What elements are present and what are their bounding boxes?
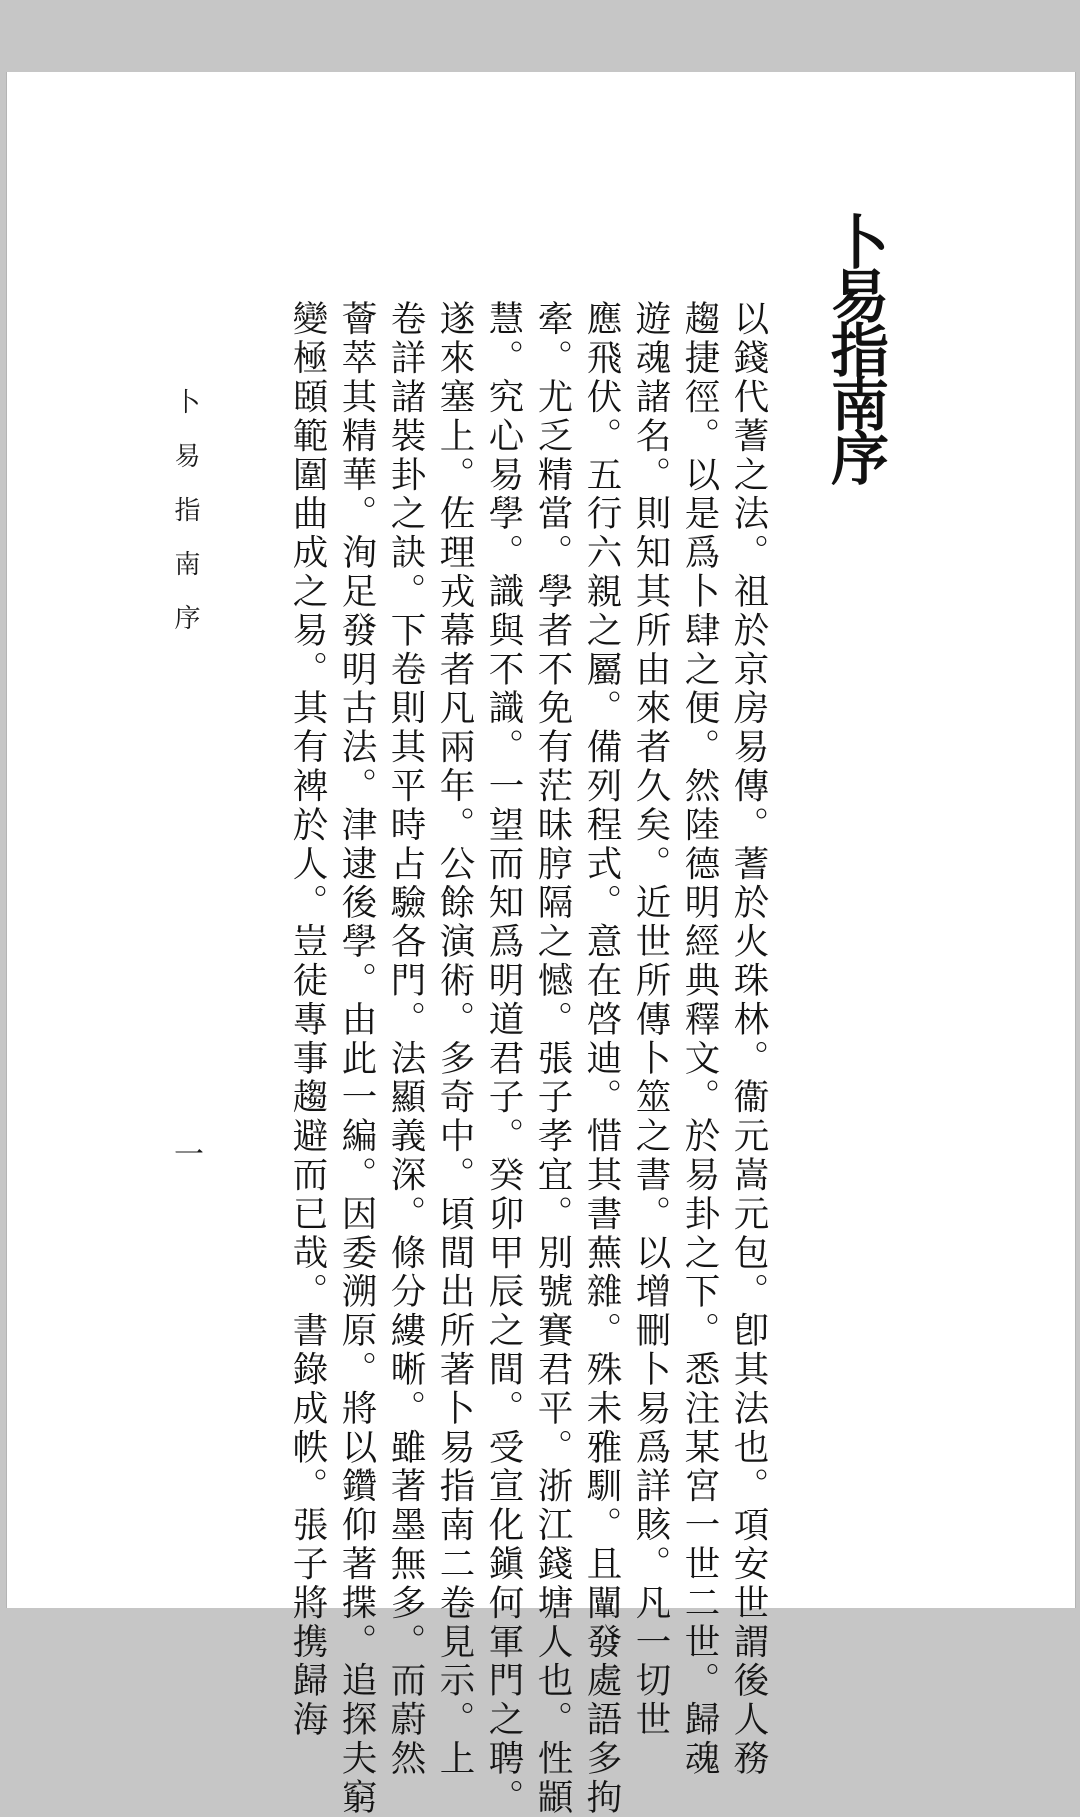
text-column: 牽。尤乏精當。學者不免有茫昧脝隔之憾。張子孝宜。別號賽君平。浙江錢塘人也。性顓 [532,300,573,1817]
page-number: 一 [168,1138,203,1168]
text-column: 遊魂諸名。則知其所由來者久矣。近世所傳卜筮之書。以增刪卜易爲詳賅。凡一切世 [630,300,671,1740]
text-column: 以錢代蓍之法。祖於京房易傳。蓍於火珠林。衞元嵩元包。卽其法也。項安世謂後人務 [728,300,769,1779]
text-column: 應飛伏。五行六親之屬。備列程式。意在啓迪。惜其書蕪雜。殊未雅馴。且闡發處語多拘 [581,300,622,1817]
text-column: 遂來塞上。佐理戎幕者凡兩年。公餘演術。多奇中。頃間出所著卜易指南二卷見示。上 [434,300,475,1779]
text-column: 慧。究心易學。識與不識。一望而知爲明道君子。癸卯甲辰之間。受宣化鎭何軍門之聘。 [483,300,524,1817]
text-column: 薈萃其精華。洵足發明古法。津逮後學。由此一編。因委溯原。將以鑽仰著揲。追探夫窮 [336,300,377,1817]
text-column: 卷詳諸裝卦之訣。下卷則其平時占驗各門。法顯義深。條分縷晰。雖著墨無多。而蔚然 [385,300,426,1779]
running-head: 卜易指南序 [170,388,200,658]
text-column: 趨捷徑。以是爲卜肆之便。然陸德明經典釋文。於易卦之下。悉注某宮一世二世。歸魂 [679,300,720,1779]
text-column: 變極頣範圍曲成之易。其有裨於人。豈徒專事趨避而已哉。書錄成帙。張子將携歸海 [287,300,328,1740]
viewer-top-bar [0,0,1080,72]
page-title: 卜易指南序 [821,212,889,482]
